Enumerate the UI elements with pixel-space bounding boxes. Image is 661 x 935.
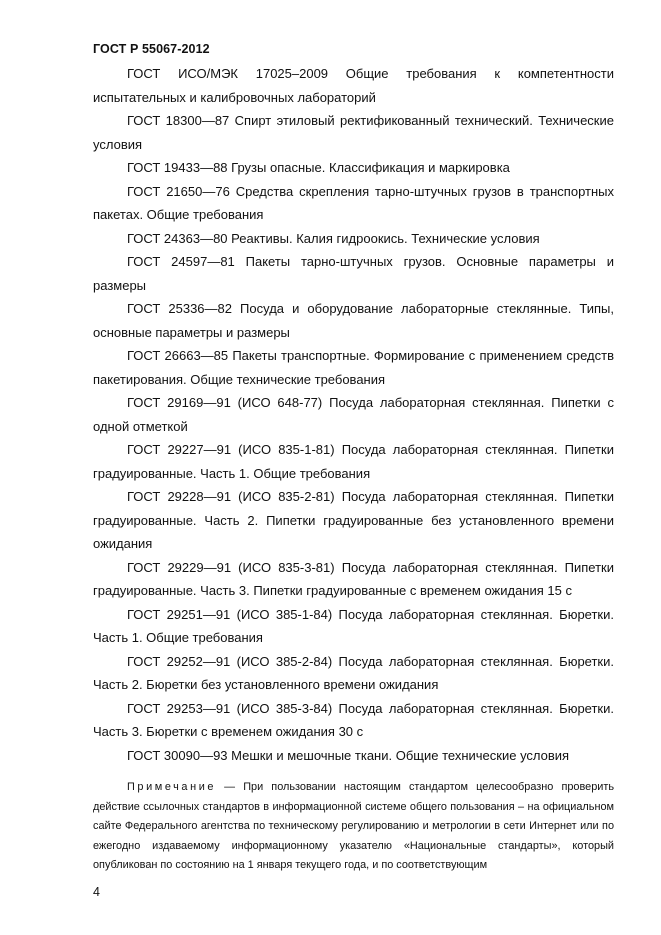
reference-item: ГОСТ ИСО/МЭК 17025–2009 Общие требования к компетентности испытательных и калибровочных лабораторий <box>93 66 614 105</box>
reference-item: ГОСТ 29252—91 (ИСО 385-2-84) Посуда лабораторная стеклянная. Бюретки. Часть 2. Бюретки без установленного времени ожидания <box>93 653 614 692</box>
note-text: — При пользовании настоящим стандартом целесообразно проверить действие ссылочных стандартов в информационной системе общего пользования – на официальном сайте Федерального агентства по техническому регулированию и метрологии в сети Интернет или по ежегодно издаваемому информационному указателю «Национальные стандарты», который опубликован по состоянию на 1 января текущего года, и по соответствующим <box>93 781 614 872</box>
reference-item: ГОСТ 29229—91 (ИСО 835-3-81) Посуда лабораторная стеклянная. Пипетки градуированные. Часть 3. Пипетки градуированные с временем ожидания 15 с <box>93 559 614 598</box>
reference-item: ГОСТ 18300—87 Спирт этиловый ректификованный технический. Технические условия <box>93 113 614 152</box>
note-paragraph <box>93 778 614 876</box>
document-header: ГОСТ Р 55067-2012 <box>93 42 210 56</box>
reference-item: ГОСТ 29169—91 (ИСО 648-77) Посуда лабораторная стеклянная. Пипетки с одной отметкой <box>93 395 614 434</box>
page-number: 4 <box>93 885 100 899</box>
reference-item: ГОСТ 26663—85 Пакеты транспортные. Формирование с применением средств пакетирования. Общие технические требования <box>93 348 614 387</box>
note-label: Примечание <box>127 781 217 793</box>
reference-item: ГОСТ 21650—76 Средства скрепления тарно-штучных грузов в транспортных пакетах. Общие требования <box>93 183 614 222</box>
reference-item: ГОСТ 29227—91 (ИСО 835-1-81) Посуда лабораторная стеклянная. Пипетки градуированные. Часть 1. Общие требования <box>93 442 614 481</box>
reference-item: ГОСТ 29251—91 (ИСО 385-1-84) Посуда лабораторная стеклянная. Бюретки. Часть 1. Общие требования <box>93 606 614 645</box>
references-list <box>93 62 614 767</box>
reference-item: ГОСТ 29228—91 (ИСО 835-2-81) Посуда лабораторная стеклянная. Пипетки градуированные. Часть 2. Пипетки градуированные без установленного времени ожидания <box>93 489 614 551</box>
reference-item: ГОСТ 29253—91 (ИСО 385-3-84) Посуда лабораторная стеклянная. Бюретки. Часть 3. Бюретки с временем ожидания 30 с <box>93 700 614 739</box>
reference-item: ГОСТ 24597—81 Пакеты тарно-штучных грузов. Основные параметры и размеры <box>93 254 614 293</box>
reference-item: ГОСТ 24363—80 Реактивы. Калия гидроокись. Технические условия <box>127 230 540 246</box>
reference-item: ГОСТ 25336—82 Посуда и оборудование лабораторные стеклянные. Типы, основные параметры и размеры <box>93 301 614 340</box>
reference-item: ГОСТ 19433—88 Грузы опасные. Классификация и маркировка <box>127 160 510 175</box>
reference-item: ГОСТ 30090—93 Мешки и мешочные ткани. Общие технические условия <box>127 747 570 763</box>
